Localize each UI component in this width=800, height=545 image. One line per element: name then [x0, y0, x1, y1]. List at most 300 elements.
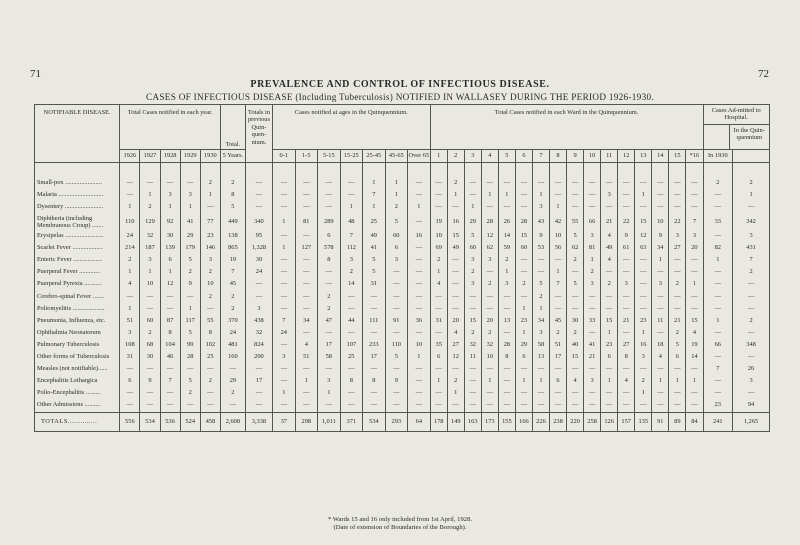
ward-cell: 16 [447, 213, 464, 230]
year-cell: 2 [140, 201, 160, 213]
disease-name: Scarlet Fever ................... [35, 242, 120, 254]
spacer-cell [385, 162, 408, 177]
age-cell: — [385, 387, 408, 399]
year-cell: 2 [180, 266, 200, 278]
previous-total-cell: 438 [245, 315, 272, 327]
total-ward-cell: 173 [481, 412, 498, 431]
age-cell: 2 [340, 266, 363, 278]
ward-cell: 4 [601, 230, 618, 242]
ward-cell: 4 [447, 327, 464, 339]
age-cell: 578 [318, 242, 341, 254]
ward-cell: 58 [532, 339, 549, 351]
age-cell: 17 [363, 351, 386, 363]
age-cell: 1 [385, 177, 408, 189]
ward-cell: 12 [481, 230, 498, 242]
ward-cell: 10 [481, 351, 498, 363]
ward-cell: 20 [686, 242, 703, 254]
ward-cell: — [635, 254, 652, 266]
ward-cell: 21 [601, 213, 618, 230]
ward-cell: 3 [584, 375, 601, 387]
ward-cell: 49 [447, 242, 464, 254]
age-cell: — [385, 303, 408, 315]
spacer-cell [686, 162, 703, 177]
age-cell: 3 [273, 351, 296, 363]
ward-cell: 9 [618, 230, 635, 242]
year-cell: 5 [180, 375, 200, 387]
year-cell: 2 [200, 177, 220, 189]
age-cell: — [408, 254, 431, 266]
header-year: 1930 [200, 149, 220, 162]
total-cell: 8 [220, 189, 245, 201]
age-cell: 6 [385, 242, 408, 254]
ward-cell: — [686, 303, 703, 315]
age-cell: 14 [340, 278, 363, 290]
year-cell: — [180, 177, 200, 189]
age-cell: 10 [408, 339, 431, 351]
ward-cell: — [532, 387, 549, 399]
ward-cell: — [635, 201, 652, 213]
previous-total-cell: 17 [245, 375, 272, 387]
ward-cell: 13 [498, 315, 515, 327]
ward-cell: 2 [481, 327, 498, 339]
previous-total-cell: — [245, 189, 272, 201]
ward-cell: 12 [635, 230, 652, 242]
table-row [35, 230, 770, 242]
year-cell: 108 [120, 339, 140, 351]
spacer-cell [567, 162, 584, 177]
total-cell: 2 [220, 303, 245, 315]
header-age: 15-25 [340, 149, 363, 162]
ward-cell: 19 [430, 213, 447, 230]
year-cell: 187 [140, 242, 160, 254]
ward-cell: 1 [550, 201, 567, 213]
ward-cell: — [567, 189, 584, 201]
total-ward-cell: 226 [532, 412, 549, 431]
year-cell: 1 [160, 201, 180, 213]
age-cell: — [273, 201, 296, 213]
ward-cell: — [447, 363, 464, 375]
age-cell: — [408, 266, 431, 278]
ward-cell: 1 [430, 266, 447, 278]
table-row [35, 254, 770, 266]
age-cell: 17 [318, 339, 341, 351]
age-cell: 107 [340, 339, 363, 351]
ward-cell: — [686, 291, 703, 303]
ward-cell: 1 [515, 375, 532, 387]
total-age-cell: 534 [363, 412, 386, 431]
ward-cell: 81 [584, 242, 601, 254]
year-cell: 2 [180, 387, 200, 399]
year-cell: — [180, 399, 200, 412]
total-ward-cell: 155 [498, 412, 515, 431]
header-ward: 1 [430, 149, 447, 162]
ward-cell: — [481, 363, 498, 375]
year-cell: — [200, 387, 220, 399]
age-cell: 25 [340, 351, 363, 363]
footnote-line-1: * Wards 15 and 16 only included from 1st April, 1928. [327, 516, 473, 523]
table-row [35, 278, 770, 290]
age-cell: 31 [363, 278, 386, 290]
ward-cell: 3 [686, 230, 703, 242]
previous-total-cell: 200 [245, 351, 272, 363]
year-cell: 1 [180, 201, 200, 213]
disease-name: Erysipelas ........................ [35, 230, 120, 242]
ward-cell: — [652, 201, 669, 213]
ward-cell: — [686, 399, 703, 412]
ward-cell: 21 [618, 315, 635, 327]
header-cases-admitted [703, 105, 770, 150]
year-cell: 30 [140, 351, 160, 363]
table-row [35, 213, 770, 230]
ward-cell: — [430, 327, 447, 339]
age-cell: 2 [318, 291, 341, 303]
right-page-number: 72 [758, 68, 769, 80]
year-cell: 6 [160, 254, 180, 266]
total-ward-cell: 178 [430, 412, 447, 431]
spacer-cell [140, 162, 160, 177]
ward-cell: — [481, 266, 498, 278]
ward-cell: 1 [635, 387, 652, 399]
spacer-cell [703, 162, 733, 177]
age-cell: 1 [340, 201, 363, 213]
ward-cell: 43 [532, 213, 549, 230]
year-cell: 9 [140, 375, 160, 387]
ward-cell: 5 [532, 278, 549, 290]
ward-cell: — [652, 399, 669, 412]
hospital-1930-cell: — [703, 303, 733, 315]
ward-cell: — [515, 387, 532, 399]
total-ward-cell: 238 [550, 412, 567, 431]
ward-cell: — [652, 266, 669, 278]
header-age: 5-15 [318, 149, 341, 162]
total-cell: 160 [220, 351, 245, 363]
ward-cell: — [618, 291, 635, 303]
ward-cell: — [498, 363, 515, 375]
hospital-quinquennium-cell: — [733, 327, 770, 339]
disease-name: Measles (not notifiable)...... [35, 363, 120, 375]
ward-cell: — [447, 266, 464, 278]
header-admitted-quinquennium [733, 149, 770, 162]
ward-cell: — [447, 254, 464, 266]
ward-cell: 5 [464, 230, 481, 242]
age-cell: — [408, 375, 431, 387]
total-cell: 2 [220, 387, 245, 399]
table-row [35, 387, 770, 399]
age-cell: — [363, 387, 386, 399]
ward-cell: — [618, 387, 635, 399]
ward-cell: 1 [652, 254, 669, 266]
ward-cell: — [464, 363, 481, 375]
year-cell: 55 [200, 315, 220, 327]
ward-cell: 3 [464, 254, 481, 266]
previous-total-cell: — [245, 201, 272, 213]
ward-cell: — [601, 177, 618, 189]
ward-cell: 3 [601, 189, 618, 201]
year-cell: 102 [200, 339, 220, 351]
ward-cell: 23 [635, 315, 652, 327]
total-age-cell: 371 [340, 412, 363, 431]
year-cell: 29 [180, 230, 200, 242]
ward-cell: 2 [584, 266, 601, 278]
age-cell: 81 [295, 213, 318, 230]
ward-cell: 2 [430, 254, 447, 266]
ward-cell: 1 [498, 189, 515, 201]
age-cell: — [408, 213, 431, 230]
ward-cell: — [498, 327, 515, 339]
ward-cell: 1 [686, 375, 703, 387]
year-cell: 4 [120, 278, 140, 290]
ward-cell: 1 [464, 201, 481, 213]
total-ward-cell: 84 [686, 412, 703, 431]
ward-cell: 1 [686, 278, 703, 290]
ward-cell: 23 [515, 315, 532, 327]
ward-cell: — [618, 303, 635, 315]
age-cell: — [273, 399, 296, 412]
ward-cell: — [515, 201, 532, 213]
year-cell: 32 [140, 230, 160, 242]
header-ward: 11 [601, 149, 618, 162]
age-cell: 4 [295, 339, 318, 351]
age-cell: 112 [340, 242, 363, 254]
hospital-1930-cell: 66 [703, 339, 733, 351]
ward-cell: 2 [481, 278, 498, 290]
age-cell: — [408, 242, 431, 254]
ward-cell: 4 [567, 375, 584, 387]
age-cell: — [363, 327, 386, 339]
ward-cell: 3 [652, 278, 669, 290]
ward-cell: 7 [550, 278, 567, 290]
disease-name: Ophthalmia Neonatorum [35, 327, 120, 339]
previous-total-cell: — [245, 291, 272, 303]
header-year: 1926 [120, 149, 140, 162]
year-cell: 3 [140, 254, 160, 266]
ward-cell: 20 [481, 315, 498, 327]
ward-cell: 1 [635, 327, 652, 339]
age-cell: — [318, 327, 341, 339]
ward-cell: 2 [601, 278, 618, 290]
ward-cell: 6 [550, 375, 567, 387]
total-cell: 2 [220, 291, 245, 303]
ward-cell: — [481, 291, 498, 303]
hospital-quinquennium-cell: 3 [733, 230, 770, 242]
year-cell: — [120, 291, 140, 303]
total-cell: 2 [220, 177, 245, 189]
age-cell: — [363, 363, 386, 375]
total-age-cell: 293 [385, 412, 408, 431]
total-cell: 45 [220, 278, 245, 290]
year-cell: 1 [180, 303, 200, 315]
hospital-1930-cell: 82 [703, 242, 733, 254]
ward-cell: 1 [481, 375, 498, 387]
age-cell: — [295, 201, 318, 213]
hospital-1930-cell: 33 [703, 213, 733, 230]
disease-name: Polio-Encephalitis ......... [35, 387, 120, 399]
ward-cell: 19 [686, 339, 703, 351]
ward-cell: — [430, 177, 447, 189]
disease-name: Puerperal Fever ............. [35, 266, 120, 278]
totals-label: TOTALS.............. [35, 412, 120, 431]
age-cell: 3 [318, 375, 341, 387]
year-cell: — [180, 291, 200, 303]
age-cell: — [408, 327, 431, 339]
total-year-cell: 524 [180, 412, 200, 431]
ward-cell: — [567, 201, 584, 213]
total-hospital-1930-cell: 241 [703, 412, 733, 431]
age-cell: — [273, 363, 296, 375]
header-age: 25-45 [363, 149, 386, 162]
ward-cell: — [567, 363, 584, 375]
header-cases-at-ages: Cases notified at ages in the Quinquennium. [273, 105, 431, 150]
spacer-cell [408, 162, 431, 177]
hospital-quinquennium-cell: 7 [733, 254, 770, 266]
year-cell: 30 [160, 230, 180, 242]
header-total: Total. [220, 105, 245, 150]
year-cell: — [200, 399, 220, 412]
year-cell: 46 [160, 351, 180, 363]
year-cell: 3 [200, 254, 220, 266]
ward-cell: 11 [464, 351, 481, 363]
age-cell: 1 [385, 189, 408, 201]
ward-cell: — [686, 266, 703, 278]
spacer-cell [318, 162, 341, 177]
total-ward-cell: 91 [652, 412, 669, 431]
ward-cell: — [669, 201, 686, 213]
hospital-1930-cell: — [703, 351, 733, 363]
spacer-cell [160, 162, 180, 177]
header-age: 1-5 [295, 149, 318, 162]
disease-table [34, 104, 770, 432]
disease-name: Small-pox ....................... [35, 177, 120, 189]
ward-cell: — [550, 363, 567, 375]
ward-cell: 1 [550, 266, 567, 278]
ward-cell: 27 [669, 242, 686, 254]
total-hospital-quinquennium-cell: 1,265 [733, 412, 770, 431]
age-cell: — [295, 189, 318, 201]
ward-cell: 3 [584, 230, 601, 242]
ward-cell: — [550, 177, 567, 189]
ward-cell: 30 [567, 315, 584, 327]
ward-cell: 22 [669, 213, 686, 230]
disease-name: Poliomyelitis .................... [35, 303, 120, 315]
page-title: PREVALENCE AND CONTROL OF INFECTIOUS DISEASE. [250, 79, 550, 90]
ward-cell: — [550, 399, 567, 412]
header-ward: 5 [498, 149, 515, 162]
ward-cell: — [515, 189, 532, 201]
ward-cell: — [669, 177, 686, 189]
previous-total-cell: 24 [245, 266, 272, 278]
ward-cell: 15 [567, 351, 584, 363]
table-row [35, 177, 770, 189]
year-cell: — [160, 363, 180, 375]
age-cell: 1 [408, 351, 431, 363]
ward-cell: 49 [601, 242, 618, 254]
year-cell: 51 [120, 315, 140, 327]
ward-cell: 1 [498, 266, 515, 278]
total-ward-cell: 149 [447, 412, 464, 431]
hospital-quinquennium-cell: 26 [733, 363, 770, 375]
previous-total-cell: 32 [245, 327, 272, 339]
ward-cell: — [498, 387, 515, 399]
ward-cell: — [430, 303, 447, 315]
ward-cell: — [669, 254, 686, 266]
age-cell: — [408, 291, 431, 303]
age-cell: — [385, 327, 408, 339]
age-cell: 3 [385, 254, 408, 266]
age-cell: — [318, 177, 341, 189]
ward-cell: — [481, 177, 498, 189]
ward-cell: 1 [515, 327, 532, 339]
ward-cell: — [584, 177, 601, 189]
previous-total-cell: — [245, 278, 272, 290]
spacer-cell [35, 162, 120, 177]
page-subtitle: CASES OF INFECTIOUS DISEASE (Including Tuberculosis) NOTIFIED IN WALLASEY DURING THE PERIOD 1926-1930. [146, 92, 654, 102]
age-cell: 44 [340, 315, 363, 327]
hospital-1930-cell: — [703, 291, 733, 303]
ward-cell: — [669, 387, 686, 399]
ward-cell: 4 [618, 375, 635, 387]
total-cell: 19 [220, 254, 245, 266]
year-cell: 8 [200, 327, 220, 339]
ward-cell: — [447, 399, 464, 412]
ward-cell: — [618, 201, 635, 213]
ward-cell: 3 [618, 278, 635, 290]
total-ward-cell: 220 [567, 412, 584, 431]
header-five-years: 5 Years. [220, 149, 245, 162]
ward-cell: — [635, 399, 652, 412]
ward-cell: 41 [584, 339, 601, 351]
age-cell: 47 [318, 315, 341, 327]
year-cell: 1 [200, 189, 220, 201]
age-cell: 7 [273, 315, 296, 327]
ward-cell: 17 [550, 351, 567, 363]
ward-cell: 1 [532, 375, 549, 387]
previous-total-cell: — [245, 363, 272, 375]
age-cell: — [385, 278, 408, 290]
spacer-cell [601, 162, 618, 177]
totals-row [35, 412, 770, 431]
year-cell: 2 [120, 254, 140, 266]
ward-cell: 1 [635, 189, 652, 201]
ward-cell: — [686, 177, 703, 189]
ward-cell: — [515, 399, 532, 412]
disease-name: Other Admissions .......... [35, 399, 120, 412]
age-cell: 233 [363, 339, 386, 351]
ward-cell: — [635, 266, 652, 278]
age-cell: 1 [408, 201, 431, 213]
ward-cell: — [601, 387, 618, 399]
year-cell: 2 [200, 266, 220, 278]
ward-cell: 27 [618, 339, 635, 351]
spacer-cell [733, 162, 770, 177]
table-row [35, 375, 770, 387]
hospital-quinquennium-cell: — [733, 291, 770, 303]
disease-name: Other forms of Tuberculosis [35, 351, 120, 363]
ward-cell: 12 [447, 351, 464, 363]
hospital-quinquennium-cell: — [733, 351, 770, 363]
table-row [35, 201, 770, 213]
age-cell: 8 [340, 375, 363, 387]
table-row [35, 266, 770, 278]
header-ward: *16 [686, 149, 703, 162]
spacer-cell [220, 162, 245, 177]
ward-cell: — [464, 303, 481, 315]
header-ward: 4 [481, 149, 498, 162]
ward-cell: 3 [669, 230, 686, 242]
ward-cell: 21 [669, 315, 686, 327]
ward-cell: — [532, 177, 549, 189]
age-cell: 1 [318, 387, 341, 399]
ward-cell: — [515, 291, 532, 303]
